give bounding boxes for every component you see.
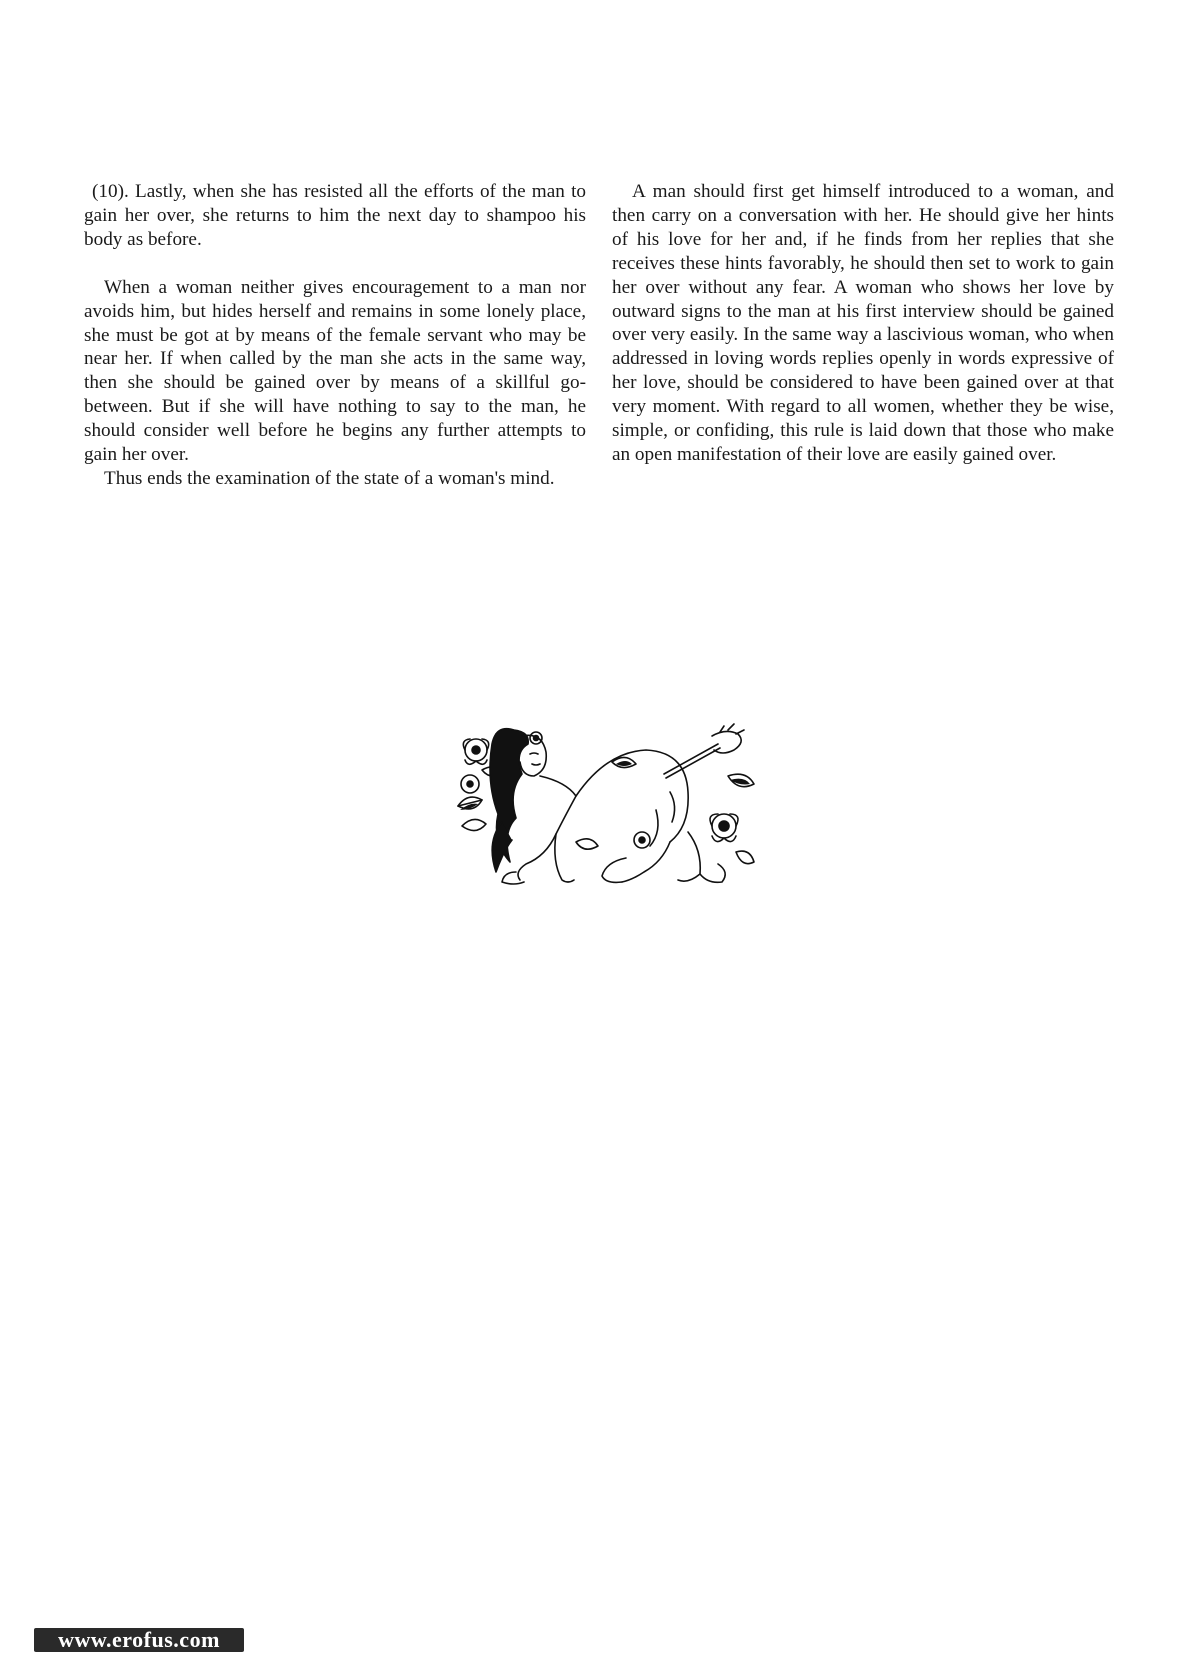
left-paragraph-1: (10). Lastly, when she has resisted all the efforts of the man to gain her over, she returns to him the next day to shampoo his body as before. [84,181,586,250]
watermark-text: www.erofus.com [58,1627,220,1652]
ink-illustration [456,722,756,890]
right-text-column [612,180,1114,467]
left-paragraph-3: Thus ends the examination of the state of a woman's mind. [104,467,555,489]
left-paragraph-2: When a woman neither gives encouragement to a man nor avoids him, but hides herself and remains in some lonely place, she must be got at by means of the female servant who may be near her. If when called by the man she acts in the same way, then she should be gained over by means of a skillful go-between. But if she will have nothing to say to the man, he should consider well before he begins any further attempts to gain her over. [84,276,586,466]
right-paragraph-1: A man should first get himself introduced to a woman, and then carry on a conversation with her. He should give her hints of his love for her and, if he finds from her replies that she receives these hints favorably, he should then set to work to gain her over without any fear. A woman who shows her love by outward signs to the man at his first interview should be gained over very easily. In the same way a lascivious woman, who when addressed in loving words replies openly in words expressive of her love, should be considered to have been gained over at that very moment. With regard to all women, whether they be wise, simple, or confiding, this rule is laid down that those who make an open manifestation of their love are easily gained over. [612,181,1114,465]
left-text-column [84,180,586,491]
watermark-banner [34,1628,244,1652]
